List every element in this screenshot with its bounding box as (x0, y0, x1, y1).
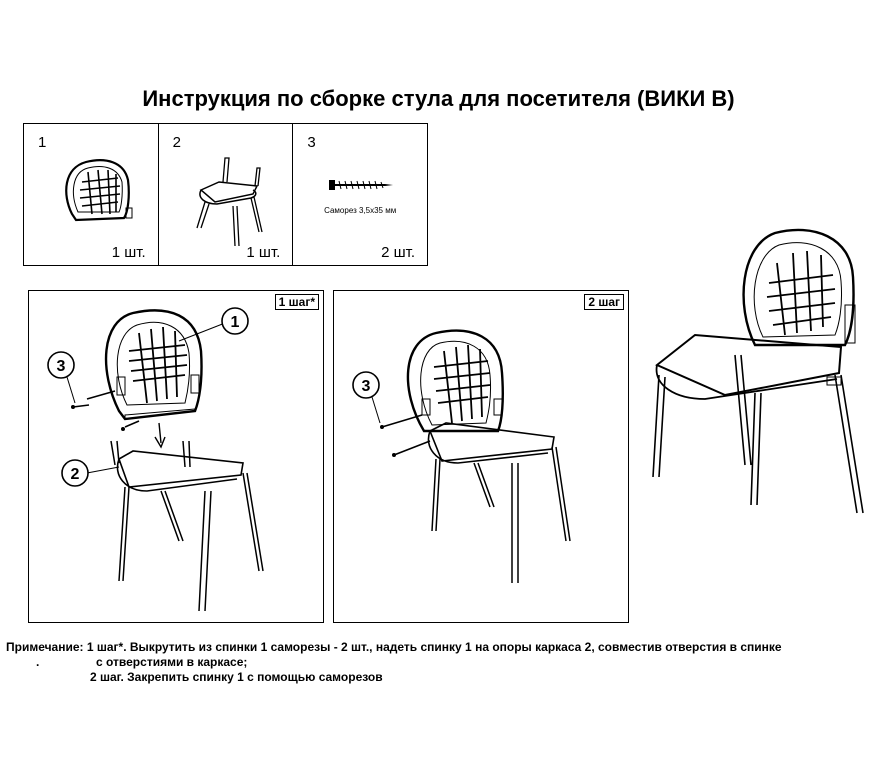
note-prefix: Примечание: (6, 640, 84, 654)
part-number: 1 (38, 134, 47, 151)
screw-spec-label: Саморез 3,5х35 мм (324, 206, 397, 215)
part-number: 2 (172, 134, 182, 151)
part-quantity: 2 шт. (381, 244, 416, 261)
step2-illustration (334, 291, 630, 624)
part-cell-frame (159, 124, 294, 265)
callout-1-label: 1 (230, 314, 240, 331)
assembly-note (6, 640, 876, 685)
parts-table (23, 123, 428, 266)
step2-label: 2 шаг (584, 294, 624, 310)
chair-frame-icon (159, 124, 299, 264)
step1-label: 1 шаг* (275, 294, 319, 310)
note-bullet: . (36, 655, 40, 669)
callout-2-label: 2 (70, 466, 80, 483)
screw-icon (293, 124, 433, 264)
part-number: 3 (307, 134, 316, 151)
step1-panel (28, 290, 324, 623)
part-quantity: 1 шт. (111, 244, 146, 261)
page-title: Инструкция по сборке стула для посетителя (ВИКИ В) (142, 86, 735, 111)
step2-panel (333, 290, 629, 623)
assembled-chair-illustration (645, 215, 875, 515)
note-line-3: 2 шаг. Закрепить спинку 1 с помощью саморезов (90, 670, 383, 684)
part-quantity: 1 шт. (246, 244, 281, 261)
note-line-1: 1 шаг*. Выкрутить из спинки 1 саморезы - 2 шт., надеть спинку 1 на опоры каркаса 2, совместив отверстия в спинке (86, 640, 782, 654)
callout-3-label: 3 (56, 358, 66, 375)
callout-3-label: 3 (361, 378, 371, 395)
step1-illustration (29, 291, 325, 624)
part-cell-screw (293, 124, 427, 265)
part-cell-backrest (24, 124, 159, 265)
backrest-icon (24, 124, 164, 264)
note-line-2: с отверстиями в каркасе; (96, 655, 248, 669)
